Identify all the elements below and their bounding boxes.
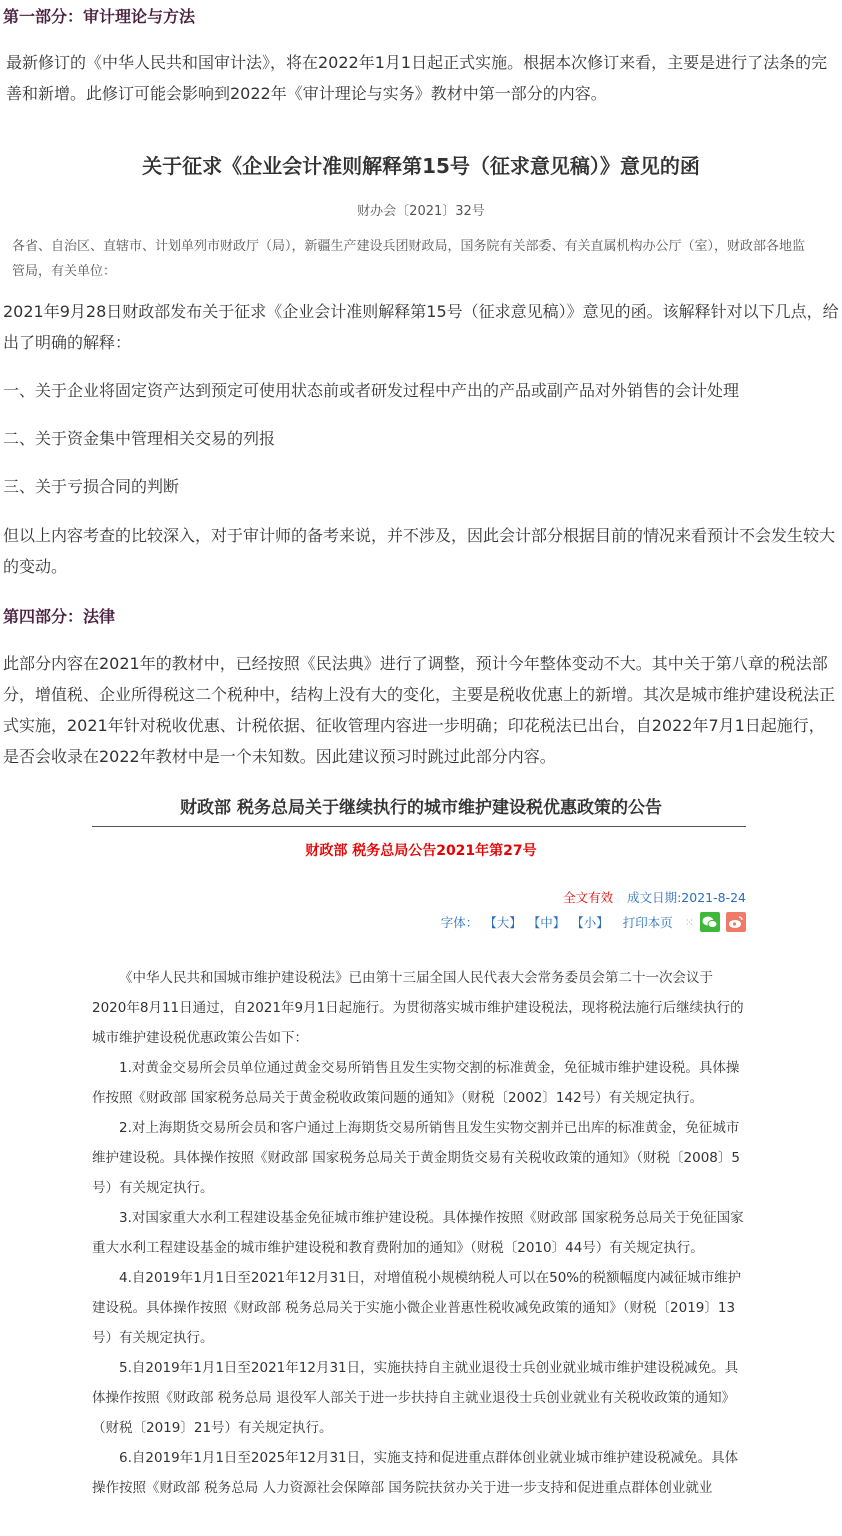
- notice-clause: 5.自2019年1月1日至2021年12月31日，实施扶持自主就业退役士兵创业就业城市维护建设税减免。具体操作按照《财政部 税务总局 退役军人部关于进一步扶持自主就业退役士兵创业就业有关税收政策的通知》（财税〔2019〕21号）有关规定执行。: [92, 1360, 739, 1436]
- notice-clause: 6.自2019年1月1日至2025年12月31日，实施支持和促进重点群体创业就业城市维护建设税减免。具体操作按照《财政部 税务总局 人力资源社会保障部 国务院扶贫办关于进一步支持和促进重点群体创业就业: [92, 1450, 739, 1496]
- letter-addressees: 各省、自治区、直辖市、计划单列市财政厅（局），新疆生产建设兵团财政局，国务院有关部委、有关直属机构办公厅（室），财政部各地监管局，有关单位：: [12, 239, 806, 279]
- part3-intro: 2021年9月28日财政部发布关于征求《企业会计准则解释第15号（征求意见稿）》意见的函。该解释针对以下几点，给出了明确的解释：: [3, 302, 839, 352]
- wechat-share-icon[interactable]: [700, 912, 720, 932]
- notice-title: 财政部 税务总局关于继续执行的城市维护建设税优惠政策的公告: [180, 798, 662, 818]
- title-divider: [92, 826, 746, 827]
- part3-item: 二、关于资金集中管理相关交易的列报: [3, 429, 276, 448]
- part1-heading: 第一部分：审计理论与方法: [3, 7, 196, 26]
- part4-paragraph: 此部分内容在2021年的教材中，已经按照《民法典》进行了调整，预计今年整体变动不大。其中关于第八章的税法部分，增值税、企业所得税这二个税种中，结构上没有大的变化，主要是税收优惠上的新增。其次是城市维护建设税法正式实施，2021年针对税收优惠、计税依据、征收管理内容进一步明确；印花税法已出台，自2022年7月1日起施行，是否会收录在2022年教材中是一个未知数。因此建议预习时跳过此部分内容。: [3, 654, 836, 766]
- letter-doc-number: 财办会〔2021〕32号: [357, 204, 485, 219]
- font-size-label: 字体：: [440, 915, 479, 930]
- part4-heading: 第四部分：法律: [3, 607, 116, 626]
- share-icon[interactable]: ⁙: [684, 915, 694, 929]
- part3-item: 一、关于企业将固定资产达到预定可使用状态前或者研发过程中产出的产品或副产品对外销售的会计处理: [3, 381, 740, 400]
- part3-conclusion: 但以上内容考查的比较深入，对于审计师的备考来说，并不涉及，因此会计部分根据目前的情况来看预计不会发生较大的变动。: [3, 526, 836, 576]
- notice-preamble: 《中华人民共和国城市维护建设税法》已由第十三届全国人民代表大会常务委员会第二十一次会议于2020年8月11日通过，自2021年9月1日起施行。为贯彻落实城市维护建设税法，现将税法施行后继续执行的城市维护建设税优惠政策公告如下：: [92, 970, 744, 1046]
- notice-body: [92, 963, 746, 1503]
- issue-date: 成文日期:2021-8-24: [627, 890, 746, 905]
- weibo-share-icon[interactable]: [726, 912, 746, 932]
- notice-clause: 2.对上海期货交易所会员和客户通过上海期货交易所销售且发生实物交割并已出库的标准黄金，免征城市维护建设税。具体操作按照《财政部 国家税务总局关于黄金期货交易有关税收政策的通知》（财税〔2008〕5号）有关规定执行。: [92, 1120, 740, 1196]
- font-large-button[interactable]: 【大】: [484, 915, 522, 930]
- notice-meta: [400, 888, 746, 906]
- notice-clause: 1.对黄金交易所会员单位通过黄金交易所销售且发生实物交割的标准黄金，免征城市维护建设税。具体操作按照《财政部 国家税务总局关于黄金税收政策问题的通知》（财税〔2002〕142号）有关规定执行。: [92, 1060, 740, 1106]
- font-medium-button[interactable]: 【中】: [527, 915, 566, 930]
- part3-item: 三、关于亏损合同的判断: [3, 477, 180, 496]
- letter-title: 关于征求《企业会计准则解释第15号（征求意见稿）》意见的函: [142, 154, 700, 178]
- notice-clause: 4.自2019年1月1日至2021年12月31日，对增值税小规模纳税人可以在50%的税额幅度内减征城市维护建设税。具体操作按照《财政部 税务总局关于实施小微企业普惠性税收减免政策的通知》（财税〔2019〕13号）有关规定执行。: [92, 1270, 742, 1346]
- print-button[interactable]: 打印本页: [622, 915, 673, 930]
- part1-paragraph: 最新修订的《中华人民共和国审计法》，将在2022年1月1日起正式实施。根据本次修订来看，主要是进行了法条的完善和新增。此修订可能会影响到2022年《审计理论与实务》教材中第一部分的内容。: [6, 53, 828, 103]
- notice-toolbar: [400, 912, 746, 932]
- font-small-button[interactable]: 【小】: [571, 915, 609, 930]
- notice-clause: 3.对国家重大水利工程建设基金免征城市维护建设税。具体操作按照《财政部 国家税务总局关于免征国家重大水利工程建设基金的城市维护建设税和教育费附加的通知》（财税〔2010〕44号）有关规定执行。: [92, 1210, 744, 1256]
- validity-status: 全文有效: [563, 890, 614, 905]
- notice-subtitle: 财政部 税务总局公告2021年第27号: [305, 843, 537, 859]
